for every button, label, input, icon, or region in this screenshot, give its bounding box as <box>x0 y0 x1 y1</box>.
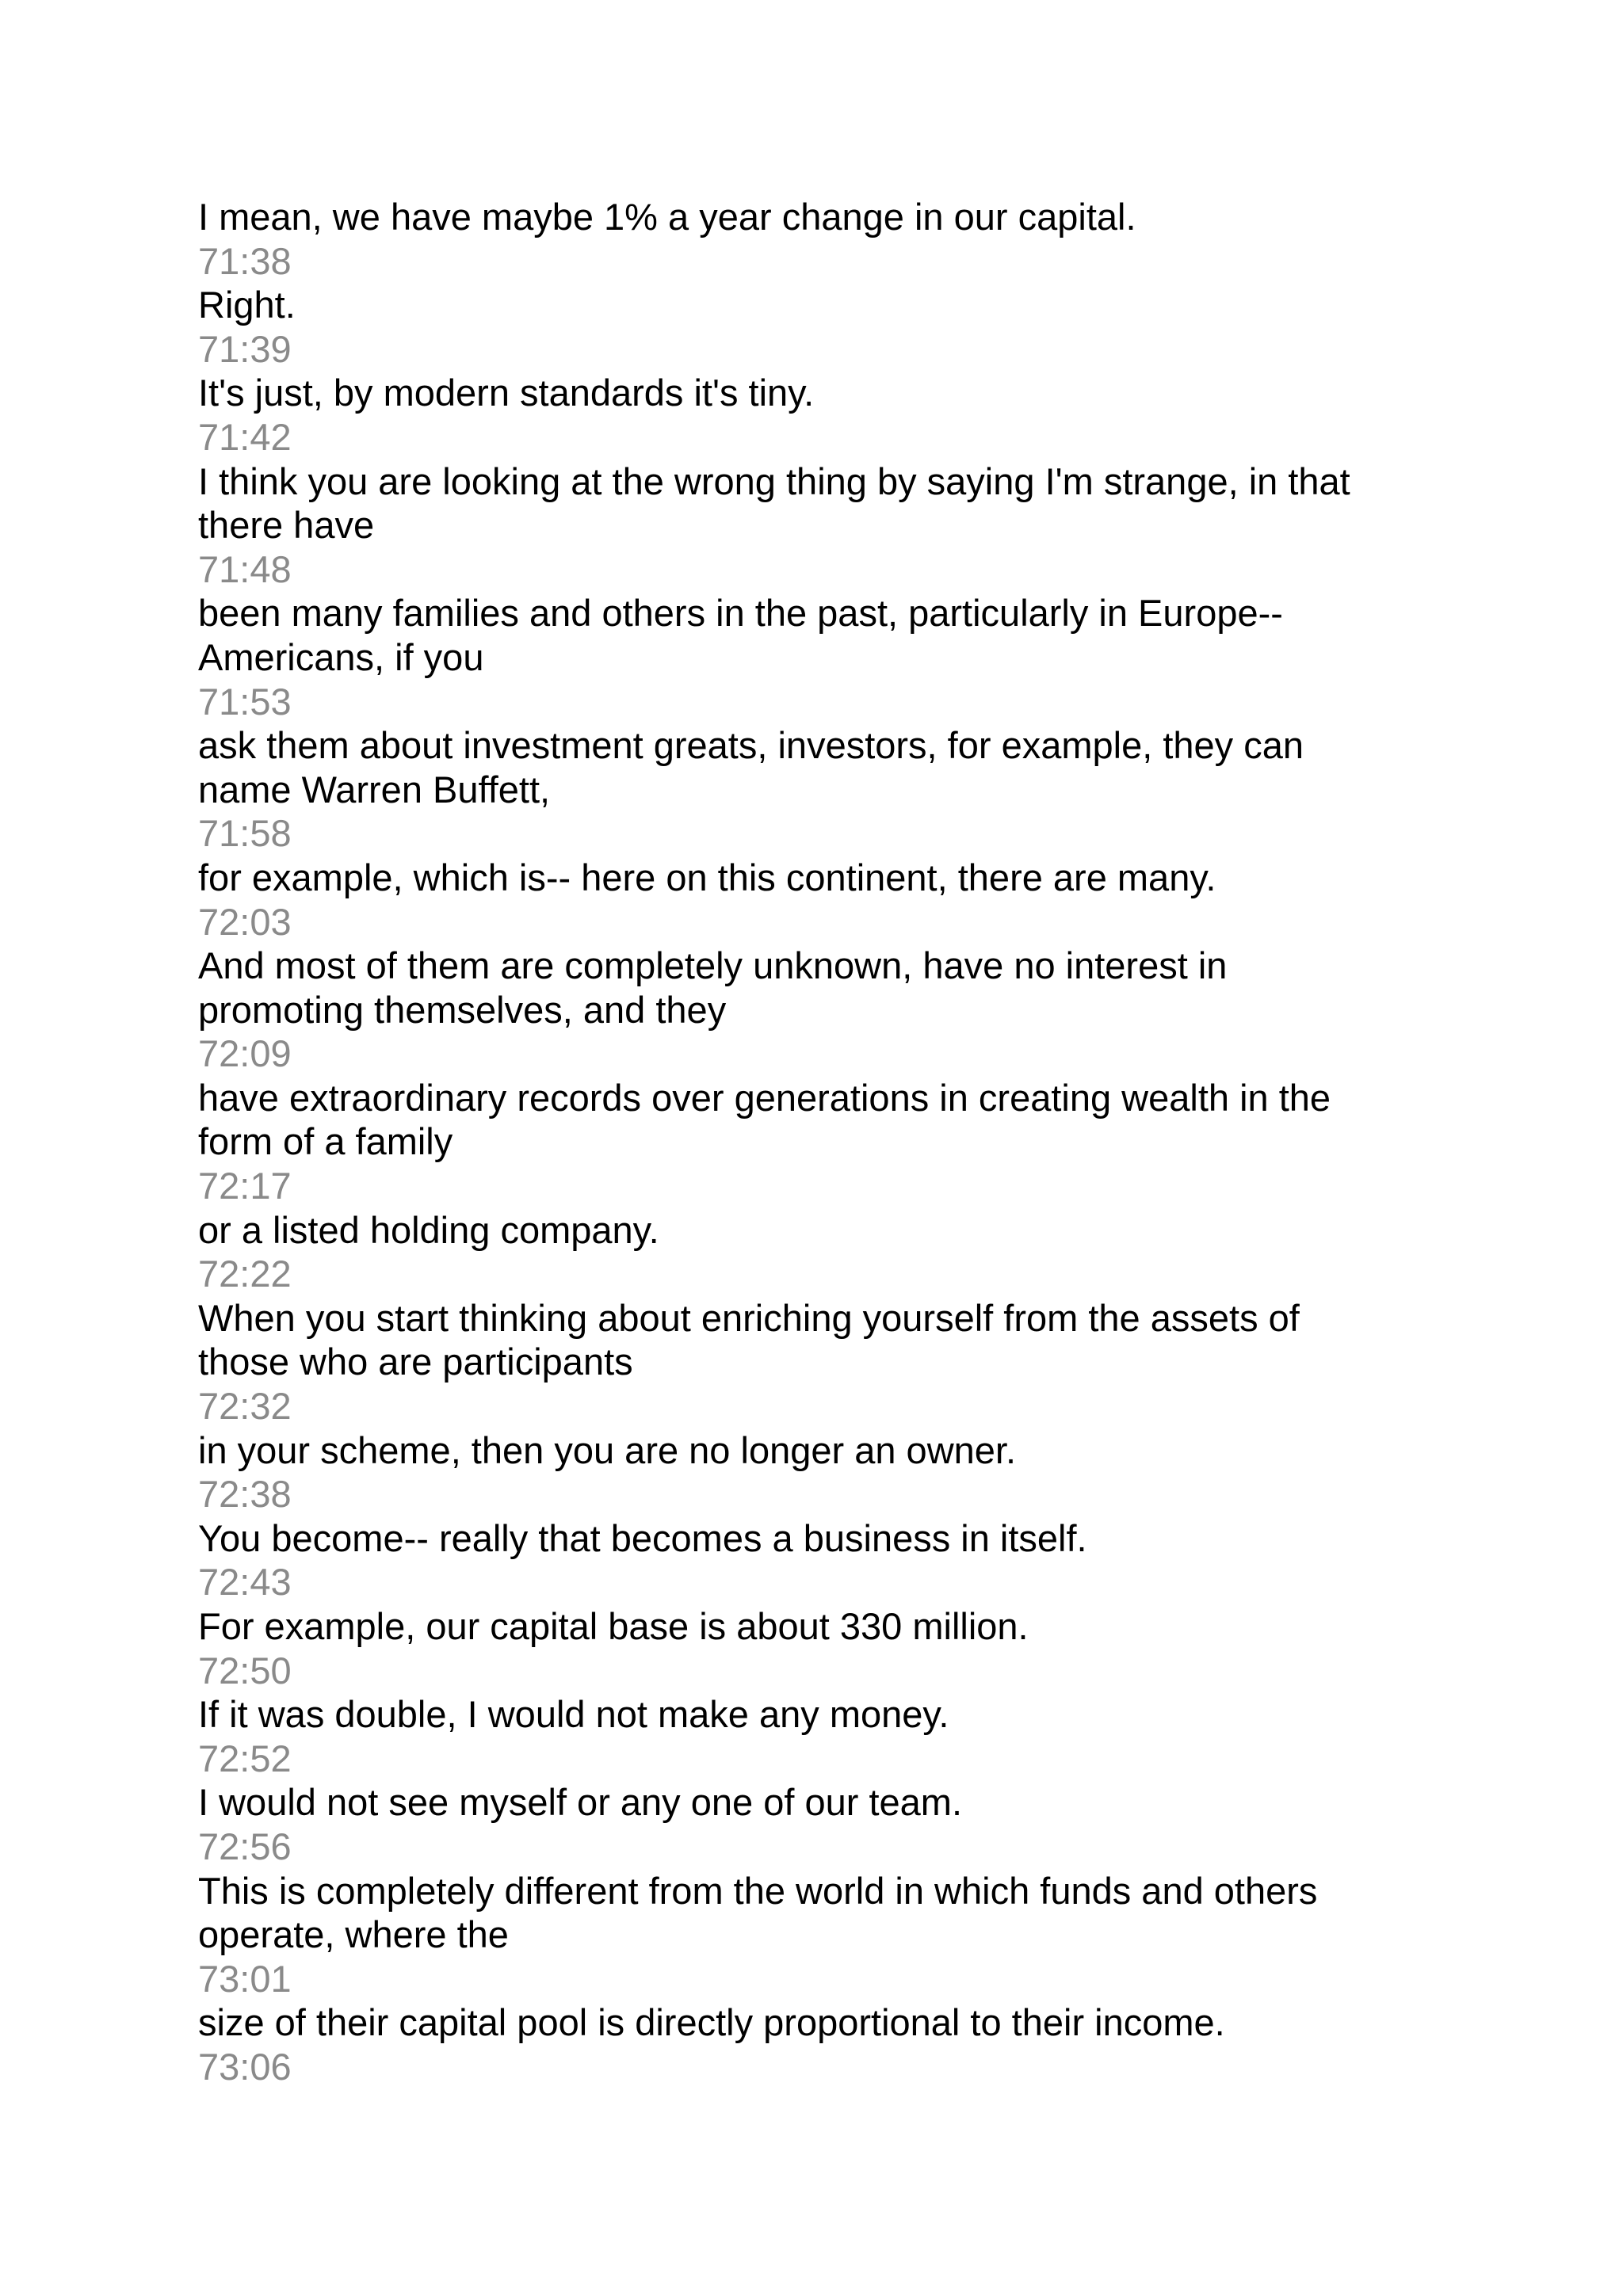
timestamp: 72:38 <box>198 1473 292 1516</box>
timestamp: 71:48 <box>198 547 292 590</box>
transcript-text: I would not see myself or any one of our team. <box>198 1781 963 1824</box>
transcript-text: ask them about investment greats, investors, for example, they can name Warren Buffett, <box>198 724 1304 810</box>
transcript-text: have extraordinary records over generations in creating wealth in the form of a family <box>198 1076 1331 1163</box>
transcript-text: in your scheme, then you are no longer an owner. <box>198 1428 1017 1471</box>
transcript-text: And most of them are completely unknown, have no interest in promoting themselves, and they <box>198 944 1228 1031</box>
timestamp: 72:32 <box>198 1385 292 1428</box>
timestamp: 72:03 <box>198 900 292 943</box>
timestamp: 72:56 <box>198 1825 292 1867</box>
timestamp: 71:38 <box>198 239 292 282</box>
timestamp: 71:42 <box>198 415 292 458</box>
transcript-page <box>198 195 1419 2089</box>
timestamp: 72:52 <box>198 1737 292 1779</box>
timestamp: 71:53 <box>198 680 292 723</box>
timestamp: 72:43 <box>198 1561 292 1604</box>
transcript-text: It's just, by modern standards it's tiny. <box>198 372 815 414</box>
transcript-text: I mean, we have maybe 1% a year change in our capital. <box>198 196 1136 238</box>
timestamp: 71:39 <box>198 327 292 370</box>
transcript-text: size of their capital pool is directly proportional to their income. <box>198 2001 1225 2044</box>
timestamp: 72:09 <box>198 1032 292 1075</box>
timestamp: 73:01 <box>198 1957 292 2000</box>
transcript-text: Right. <box>198 284 296 326</box>
transcript-text: When you start thinking about enriching yourself from the assets of those who are participants <box>198 1296 1300 1383</box>
transcript-text: for example, which is-- here on this continent, there are many. <box>198 856 1216 898</box>
transcript-text: If it was double, I would not make any money. <box>198 1693 949 1736</box>
transcript-text: or a listed holding company. <box>198 1208 659 1251</box>
timestamp: 73:06 <box>198 2045 292 2088</box>
transcript-text: You become-- really that becomes a business in itself. <box>198 1516 1087 1559</box>
timestamp: 72:50 <box>198 1649 292 1691</box>
timestamp: 72:17 <box>198 1165 292 1207</box>
transcript-text: For example, our capital base is about 330 million. <box>198 1605 1029 1647</box>
timestamp: 71:58 <box>198 812 292 855</box>
transcript-text: This is completely different from the world in which funds and others operate, where the <box>198 1869 1318 1956</box>
timestamp: 72:22 <box>198 1253 292 1295</box>
transcript-text: I think you are looking at the wrong thing by saying I'm strange, in that there have <box>198 460 1350 547</box>
transcript-text: been many families and others in the past, particularly in Europe-- Americans, if you <box>198 592 1283 678</box>
